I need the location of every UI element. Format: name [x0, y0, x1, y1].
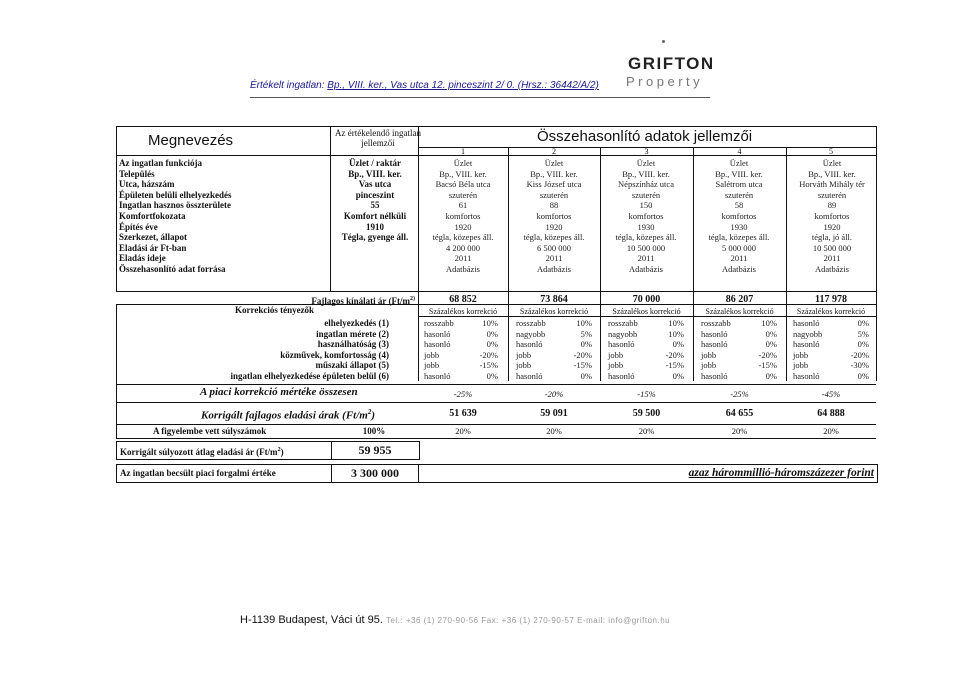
- percent-correction-5: Százalékos korrekció: [796, 307, 866, 316]
- correction-pct: -30%: [850, 360, 869, 371]
- correction-cell: [516, 371, 592, 382]
- weight-4: 20%: [731, 426, 748, 436]
- cell: komfortos: [628, 210, 664, 221]
- correction-cell: [608, 350, 684, 361]
- weighted-avg-label: [120, 445, 284, 458]
- percent-correction-3: Százalékos korrekció: [612, 307, 681, 316]
- correction-cell: [516, 339, 592, 350]
- correction-pct: 0%: [765, 339, 777, 350]
- weighted-avg-sup: 2: [277, 447, 281, 453]
- correction-pct: 10%: [668, 328, 684, 339]
- correction-cell: [516, 318, 592, 329]
- cell: Adatbázis: [446, 263, 480, 274]
- row-label: Szerkezet, állapot: [119, 232, 187, 243]
- corrected-price-label: [201, 407, 375, 422]
- row-border-7: [116, 438, 876, 439]
- cell: 1930: [730, 221, 748, 232]
- correction-column-4: [701, 318, 777, 382]
- weighted-avg-end: ): [280, 447, 284, 457]
- cell: Üzlet: [453, 158, 473, 168]
- correction-desc: jobb: [516, 349, 532, 360]
- correction-desc: hasonló: [793, 339, 820, 350]
- correction-cell: [608, 329, 684, 340]
- cell: Bp., VIII. ker.: [808, 168, 856, 179]
- unit-price-3: 70 000: [632, 294, 661, 305]
- correction-cell: [793, 371, 869, 382]
- subject-value: Tégla, gyenge áll.: [341, 232, 409, 243]
- cell: 58: [734, 200, 744, 211]
- market-value-label: Az ingatlan becsült piaci forgalmi értéke: [120, 468, 276, 478]
- correction-desc: nagyobb: [793, 328, 823, 339]
- cell: 2011: [454, 253, 472, 264]
- correction-pct: 0%: [672, 339, 684, 350]
- subject-value: Vas utca: [358, 179, 392, 190]
- correction-pct: 0%: [486, 328, 498, 339]
- percent-correction-4: Százalékos korrekció: [705, 307, 774, 316]
- correction-desc: rosszabb: [424, 318, 454, 328]
- cell: 4 200 000: [446, 242, 480, 253]
- cell: szuterén: [448, 189, 478, 200]
- correction-desc: jobb: [793, 349, 809, 360]
- correction-column-2: [516, 318, 592, 382]
- cell: 89: [827, 200, 837, 211]
- brand-logo-name: GRIFTON: [628, 54, 715, 73]
- correction-cell: [516, 350, 592, 361]
- correction-labels: [231, 318, 390, 382]
- cell: komfortos: [536, 210, 572, 221]
- correction-pct: 0%: [857, 339, 869, 350]
- comparable-column-4: [694, 158, 784, 275]
- correction-cell: [424, 350, 498, 361]
- correction-desc: hasonló: [793, 370, 820, 381]
- correction-desc: jobb: [701, 349, 717, 360]
- cell: 10 500 000: [812, 242, 852, 253]
- weight-1: 20%: [455, 426, 471, 436]
- correction-factors-label: Korrekciós tényezők: [235, 305, 315, 315]
- correction-cell: [424, 371, 498, 382]
- footer: [240, 614, 670, 626]
- correction-pct: 0%: [580, 339, 592, 350]
- correction-cell: [701, 329, 777, 340]
- correction-cell: [701, 371, 777, 382]
- market-correction-4: -25%: [730, 389, 749, 399]
- correction-pct: 10%: [668, 318, 684, 328]
- cell: 2011: [637, 253, 655, 264]
- market-correction-5: -45%: [821, 389, 841, 399]
- col-number-2: 2: [552, 147, 556, 156]
- row-label: Eladási ár Ft-ban: [119, 242, 187, 253]
- corrected-price-3: 59 500: [632, 408, 661, 419]
- row-label: Összehasonlító adat forrása: [119, 263, 226, 274]
- cell: Üzlet: [822, 158, 842, 168]
- correction-pct: -20%: [665, 349, 684, 360]
- row-label: Komfortfokozata: [119, 210, 186, 221]
- weight-2: 20%: [546, 426, 562, 436]
- comparable-column-1: [418, 158, 508, 275]
- row-label: Ingatlan hasznos összterülete: [119, 200, 231, 211]
- subject-value: pinceszint: [355, 189, 395, 200]
- correction-cell: [608, 371, 684, 382]
- correction-pct: -20%: [479, 349, 498, 360]
- cell: 150: [639, 200, 653, 211]
- weighted-avg-value: 59 955: [358, 443, 392, 457]
- correction-pct: 10%: [482, 318, 498, 328]
- cell: Salétrom utca: [715, 179, 763, 190]
- evaluated-property-header: [250, 80, 599, 91]
- correction-cell: [424, 339, 498, 350]
- correction-pct: 0%: [672, 370, 684, 381]
- weighted-avg-label-text: Korrigált súlyozott átlag eladási ár (Ft/m: [120, 447, 278, 457]
- correction-pct: -15%: [573, 360, 592, 371]
- cell: szuterén: [724, 189, 754, 200]
- cell: szuterén: [539, 189, 569, 200]
- correction-desc: jobb: [608, 349, 624, 360]
- correction-pct: 10%: [576, 318, 592, 328]
- col-number-1: 1: [461, 147, 465, 156]
- cell: 1930: [637, 221, 655, 232]
- unit-price-label: [311, 294, 415, 307]
- corrected-price-2: 59 091: [540, 408, 568, 419]
- col-number-3: 3: [644, 147, 649, 156]
- correction-pct: 0%: [486, 339, 498, 350]
- correction-cell: [793, 360, 869, 371]
- col-number-5: 5: [829, 147, 833, 156]
- corrected-price-4: 64 655: [725, 408, 754, 419]
- cell: tégla, közepes áll.: [708, 232, 770, 243]
- correction-pct: 0%: [765, 328, 777, 339]
- row-label: Építés éve: [119, 221, 158, 232]
- corrected-price-label-text: Korrigált fajlagos eladási árak (Ft/m: [201, 409, 368, 422]
- market-value: 3 300 000: [351, 466, 399, 480]
- table-top-border: [116, 126, 876, 127]
- cell: Népszínház utca: [618, 179, 674, 190]
- cell: szuterén: [631, 189, 661, 200]
- correction-cell: [608, 339, 684, 350]
- percent-correction-2: Százalékos korrekció: [519, 307, 589, 316]
- correction-desc: hasonló: [516, 370, 543, 381]
- corrected-price-end: ): [371, 409, 376, 422]
- correction-pct: 10%: [761, 318, 777, 328]
- correction-cell: [424, 329, 498, 340]
- correction-cell: [701, 318, 777, 329]
- comparables-header: Összehasonlító adatok jellemzői: [537, 128, 753, 145]
- percent-correction-1: Százalékos korrekció: [428, 307, 498, 316]
- cell: Adatbázis: [537, 263, 571, 274]
- correction-desc: hasonló: [608, 339, 635, 350]
- correction-desc: hasonló: [701, 370, 728, 381]
- correction-pct: 0%: [580, 370, 592, 381]
- cell: Adatbázis: [629, 263, 663, 274]
- row-border-5: [116, 402, 876, 403]
- weight-3: 20%: [638, 426, 655, 436]
- correction-cell: [516, 360, 592, 371]
- corrected-price-sup: 2: [367, 408, 372, 416]
- weight-5: 20%: [823, 426, 839, 436]
- row-label: Eladás ideje: [119, 253, 166, 264]
- correction-column-1: [424, 318, 498, 382]
- cell: Kiss József utca: [526, 179, 582, 190]
- cell: komfortos: [445, 210, 481, 221]
- correction-desc: hasonló: [424, 370, 451, 381]
- cell: komfortos: [721, 210, 757, 221]
- correction-cell: [424, 360, 498, 371]
- correction-pct: -15%: [479, 360, 498, 371]
- correction-cell: [793, 350, 869, 361]
- cell: 1920: [823, 221, 841, 232]
- correction-desc: rosszabb: [608, 318, 638, 328]
- market-correction-label: A piaci korrekció mértéke összesen: [200, 386, 358, 398]
- weight-total: 100%: [362, 426, 386, 436]
- correction-desc: nagyobb: [516, 328, 546, 339]
- correction-desc: hasonló: [793, 318, 820, 328]
- cell: Bp., VIII. ker.: [530, 168, 578, 179]
- correction-desc: rosszabb: [701, 318, 731, 328]
- name-header: Megnevezés: [148, 132, 234, 149]
- cell: Bp., VIII. ker.: [715, 168, 763, 179]
- evaluated-value: Bp., VIII. ker., Vas utca 12. pinceszint 2/ 0. (Hrsz.: 36442/A/2): [327, 80, 599, 91]
- row-label: Épületen belüli elhelyezkedés: [119, 189, 232, 200]
- cell: tégla, közepes áll.: [523, 232, 585, 243]
- correction-desc: hasonló: [424, 339, 451, 350]
- correction-column-3: [608, 318, 684, 382]
- correction-desc: jobb: [701, 360, 717, 371]
- unit-price-4: 86 207: [725, 294, 754, 305]
- correction-desc: hasonló: [516, 339, 543, 350]
- cell: 2011: [730, 253, 748, 264]
- correction-pct: -20%: [758, 349, 777, 360]
- market-value-words: azaz hárommillió-háromszázezer forint: [688, 467, 874, 479]
- lower-left-border: [116, 304, 117, 439]
- subject-value: 55: [370, 200, 380, 211]
- unit-price-label-text: Fajlagos kínálati ár (Ft/m: [311, 296, 410, 306]
- cell: tégla, közepes áll.: [615, 232, 677, 243]
- correction-desc: hasonló: [424, 328, 451, 339]
- correction-pct: 0%: [857, 318, 869, 328]
- cell: Bacsó Béla utca: [435, 179, 491, 190]
- unit-price-sup: 2): [410, 296, 415, 302]
- correction-cell: [793, 329, 869, 340]
- correction-cell: [793, 318, 869, 329]
- comparable-column-3: [601, 158, 691, 275]
- cell: 2011: [545, 253, 563, 264]
- correction-desc: jobb: [793, 360, 809, 371]
- cell: tégla, közepes áll.: [432, 232, 494, 243]
- correction-desc: rosszabb: [516, 318, 546, 328]
- market-value-divider-2: [418, 464, 419, 483]
- cell: 5 000 000: [722, 242, 756, 253]
- cell: komfortos: [814, 210, 850, 221]
- correction-label: elhelyezkedés (1): [324, 318, 389, 328]
- cell: Üzlet: [544, 158, 564, 168]
- subject-value: Üzlet / raktár: [349, 158, 401, 168]
- correction-pct: 0%: [765, 370, 777, 381]
- cell: Adatbázis: [815, 263, 849, 274]
- correction-pct: -15%: [758, 360, 777, 371]
- correction-label: műszaki állapot (5): [315, 360, 389, 371]
- property-row-labels: [119, 158, 232, 275]
- subject-value: Komfort nélküli: [343, 210, 407, 221]
- cell: Bp., VIII. ker.: [439, 168, 487, 179]
- correction-label: ingatlan mérete (2): [316, 328, 389, 339]
- correction-desc: jobb: [516, 360, 532, 371]
- row-label: Település: [119, 168, 155, 179]
- correction-cell: [701, 350, 777, 361]
- subject-values: [325, 158, 425, 243]
- market-correction-2: -20%: [544, 389, 564, 399]
- col-number-4: 4: [737, 147, 742, 156]
- cell: tégla, jó áll.: [811, 232, 853, 243]
- unit-price-2: 73 864: [540, 294, 568, 305]
- correction-pct: 5%: [580, 328, 592, 339]
- correction-pct: -20%: [573, 349, 592, 360]
- row-label: Az ingatlan funkciója: [119, 158, 203, 168]
- corrected-price-5: 64 888: [817, 408, 845, 419]
- correction-column-5: [793, 318, 869, 382]
- correction-cell: [516, 329, 592, 340]
- unit-price-5: 117 978: [815, 294, 847, 305]
- correction-desc: hasonló: [701, 339, 728, 350]
- correction-pct: 0%: [857, 370, 869, 381]
- market-correction-3: -15%: [637, 389, 656, 399]
- cell: 1920: [545, 221, 563, 232]
- correction-cell: [608, 318, 684, 329]
- cell: 10 500 000: [626, 242, 666, 253]
- comparable-column-5: [787, 158, 877, 275]
- correction-label: közművek, komfortosság (4): [280, 349, 389, 360]
- market-correction-1: -25%: [453, 389, 473, 399]
- subject-value: Bp., VIII. ker.: [348, 168, 402, 179]
- corrected-price-1: 51 639: [449, 408, 477, 419]
- correction-pct: 0%: [486, 370, 498, 381]
- correction-desc: jobb: [608, 360, 624, 371]
- row-border-6: [116, 424, 876, 425]
- cell: Üzlet: [729, 158, 749, 168]
- row-border-4: [116, 384, 876, 385]
- correction-cell: [608, 360, 684, 371]
- correction-cell: [424, 318, 498, 329]
- correction-label: ingatlan elhelyezkedése épületen belül (6): [230, 370, 389, 381]
- cell: 1920: [454, 221, 472, 232]
- correction-cell: [701, 339, 777, 350]
- cell: Horváth Mihály tér: [799, 179, 865, 190]
- correction-desc: nagyobb: [608, 328, 638, 339]
- row-border-1: [116, 291, 876, 292]
- evaluated-label: Értékelt ingatlan:: [250, 80, 325, 91]
- cell: Adatbázis: [722, 263, 756, 274]
- cell: 61: [458, 200, 468, 211]
- subject-header: Az értékelendő ingatlan jellemzői: [335, 128, 421, 148]
- cell: Üzlet: [636, 158, 656, 168]
- correction-pct: 5%: [857, 328, 869, 339]
- correction-pct: -20%: [850, 349, 869, 360]
- comparable-column-2: [509, 158, 599, 275]
- correction-desc: jobb: [424, 360, 440, 371]
- brand-logo-sub: Property: [626, 74, 704, 89]
- table-left-border: [116, 126, 117, 292]
- correction-desc: hasonló: [701, 328, 728, 339]
- cell: 88: [549, 200, 559, 211]
- footer-address: H-1139 Budapest, Váci út 95.: [240, 614, 383, 626]
- cell: Bp., VIII. ker.: [622, 168, 670, 179]
- row-label: Utca, házszám: [119, 179, 175, 190]
- correction-cell: [793, 339, 869, 350]
- footer-contact: Tel.: +36 (1) 270-90-56 Fax: +36 (1) 270-90-57 E-mail: info@grifton.hu: [385, 616, 671, 625]
- correction-desc: jobb: [424, 349, 440, 360]
- header-divider: [250, 97, 710, 98]
- unit-price-1: 68 852: [449, 294, 477, 305]
- correction-label: használhatóság (3): [317, 339, 389, 350]
- cell: szuterén: [817, 189, 847, 200]
- decorative-dot: [662, 40, 665, 43]
- correction-desc: hasonló: [608, 370, 635, 381]
- weight-label: A figyelembe vett súlyszámok: [153, 426, 267, 436]
- cell: 6 500 000: [537, 242, 571, 253]
- cell: 2011: [823, 253, 841, 264]
- subject-value: 1910: [366, 221, 384, 232]
- correction-pct: -15%: [665, 360, 684, 371]
- correction-cell: [701, 360, 777, 371]
